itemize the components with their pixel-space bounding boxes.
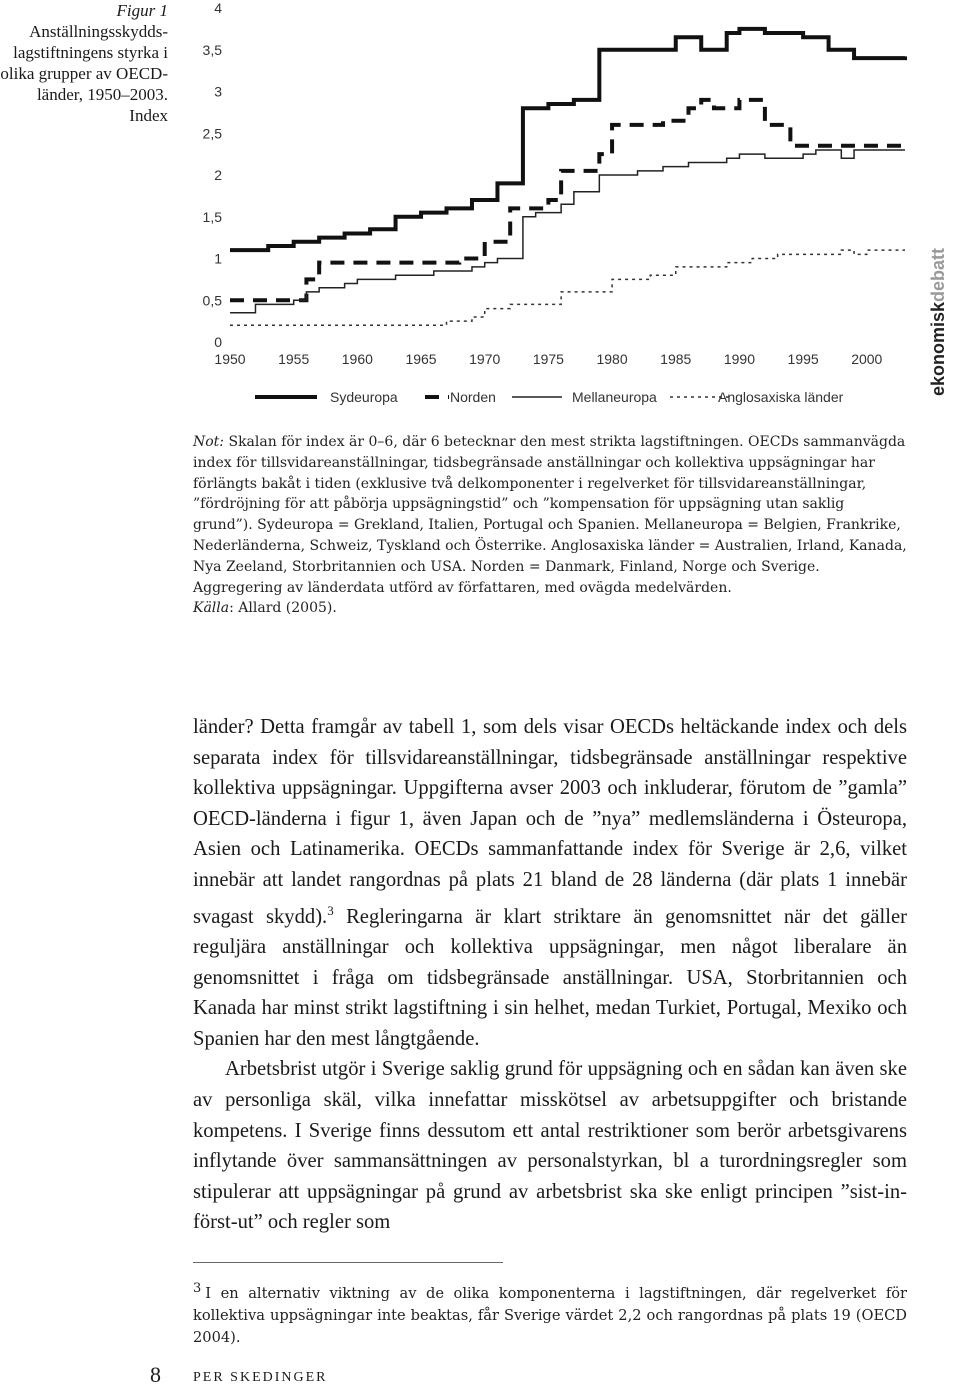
x-tick-label: 1955 [278, 351, 310, 367]
footnote [193, 1278, 907, 1349]
series-line-0 [230, 29, 905, 250]
y-tick-label: 0 [214, 334, 222, 350]
figure-note [193, 432, 907, 619]
logo-text-part1: ekonomisk [928, 301, 948, 396]
paragraph-2: Arbetsbrist utgör i Sverige saklig grund för uppsägning och en sådan kan även ske av personliga skäl, vilka innefattar misskötsel av arbetsuppgifter och bristande kompetens. I Sverige finns dessutom ett antal restriktioner som berör arbetsgivarens inflytande över sammansättningen av personalstyrkan, bl a turordningsregler som stipulerar att uppsägningar på grund av arbetsbrist ska ske enligt principen ”sist-in-först-ut” och regler som [193, 1058, 907, 1234]
paragraph-1-continued: Regleringarna är klart striktare än genomsnittet när det gäller reguljära anställningar och kollektiva uppsägningar, men något liberalare än genomsnittet i fråga om tidsbegränsade anställningar. USA, Storbritannien och Kanada har minst strikt lagstiftning i sin helhet, medan Turkiet, Portugal, Mexiko och Spanien har den mest långtgående. [193, 905, 907, 1050]
note-text: Skalan för index är 0–6, där 6 betecknar den mest strikta lagstiftningen. OECDs sammanvägda index för tillsvidareanställningar, tidsbegränsade anställningar och kollektiva uppsägningar har förlängts bakåt i tiden (exklusive två delkomponenter i regelverket för tillsvidareanställningar, ”fördröjning för att påbörja uppsägningstid” och ”kompensation för uppsägning utan saklig grund”). Sydeuropa = Grekland, Italien, Portugal och Spanien. Mellaneuropa = Belgien, Frankrike, Nederländerna, Schweiz, Tyskland och Österrike. Anglosaxiska länder = Australien, Irland, Kanada, Nya Zeeland, Storbritannien och USA. Norden = Danmark, Finland, Norge och Sverige. Aggregering av länderdata utförd av författaren, med ovägda medelvärden. [193, 434, 907, 596]
svg-text:ekonomiskdebatt [928, 248, 948, 396]
line-chart [0, 0, 960, 430]
x-tick-label: 1960 [341, 351, 373, 367]
logo-text-part2: debatt [928, 247, 948, 302]
y-tick-label: 2 [214, 167, 222, 183]
y-tick-label: 0,5 [202, 292, 222, 309]
x-tick-label: 1975 [532, 351, 564, 367]
footnote-text: I en alternativ viktning av de olika komponenterna i lagstiftningen, där regelverket för kollektiva uppsägningar inte beaktas, får Sverige värdet 2,2 och rangordnas på plats 19 (OECD 2004). [193, 1284, 907, 1346]
note-label: Not: [193, 434, 225, 450]
x-tick-label: 1995 [787, 351, 819, 367]
legend-label-3: Anglosaxiska länder [718, 389, 844, 405]
running-footer-author: PER SKEDINGER [193, 1370, 328, 1385]
side-logo [916, 200, 956, 400]
footnote-reference[interactable]: 3 [327, 902, 334, 918]
legend-label-2: Mellaneuropa [572, 389, 657, 405]
source-text: : Allard (2005). [229, 600, 337, 617]
body-text [193, 712, 907, 1238]
legend-label-0: Sydeuropa [330, 389, 398, 405]
page-number: 8 [150, 1362, 161, 1387]
source-label: Källa [193, 600, 230, 617]
y-tick-label: 1 [214, 250, 222, 267]
legend-label-1: Norden [450, 389, 496, 405]
x-tick-label: 1990 [723, 351, 756, 367]
paragraph-1 [193, 712, 907, 1054]
footnote-divider [193, 1262, 503, 1263]
footnote-mark: 3 [193, 1281, 202, 1296]
y-tick-label: 1,5 [202, 208, 222, 225]
y-tick-label: 3 [214, 83, 222, 100]
y-tick-label: 3,5 [202, 41, 222, 58]
y-tick-label: 2,5 [202, 125, 222, 142]
figure-title: Anställningsskydds-lagstiftningens styrka i olika grupper av OECD-länder, 1950–2003. Index [0, 22, 168, 125]
x-tick-label: 2000 [851, 351, 883, 367]
figure-label: Figur 1 [116, 1, 168, 20]
y-tick-label: 4 [214, 0, 222, 16]
x-tick-label: 1980 [596, 351, 628, 367]
x-tick-label: 1985 [660, 351, 692, 367]
series-line-2 [230, 150, 905, 313]
series-line-1 [230, 100, 905, 300]
paragraph-1-text: länder? Detta framgår av tabell 1, som dels visar OECDs heltäckande index och dels separata index för tillsvidareanställningar, tidsbegränsade anställningar respektive kollektiva uppsägningar. Uppgifterna avser 2003 och inkluderar, förutom de ”gamla” OECD-länderna i figur 1, även Japan och de ”nya” medlemsländerna i Östeuropa, Asien och Latinamerika. OECDs sammanfattande index för Sverige är 2,6, vilket innebär att landet rangordnas på plats 21 bland de 28 länderna (där plats 1 innebär svagast skydd). [193, 716, 907, 928]
x-tick-label: 1950 [214, 351, 246, 367]
x-tick-label: 1965 [405, 351, 437, 367]
x-tick-label: 1970 [469, 351, 501, 367]
